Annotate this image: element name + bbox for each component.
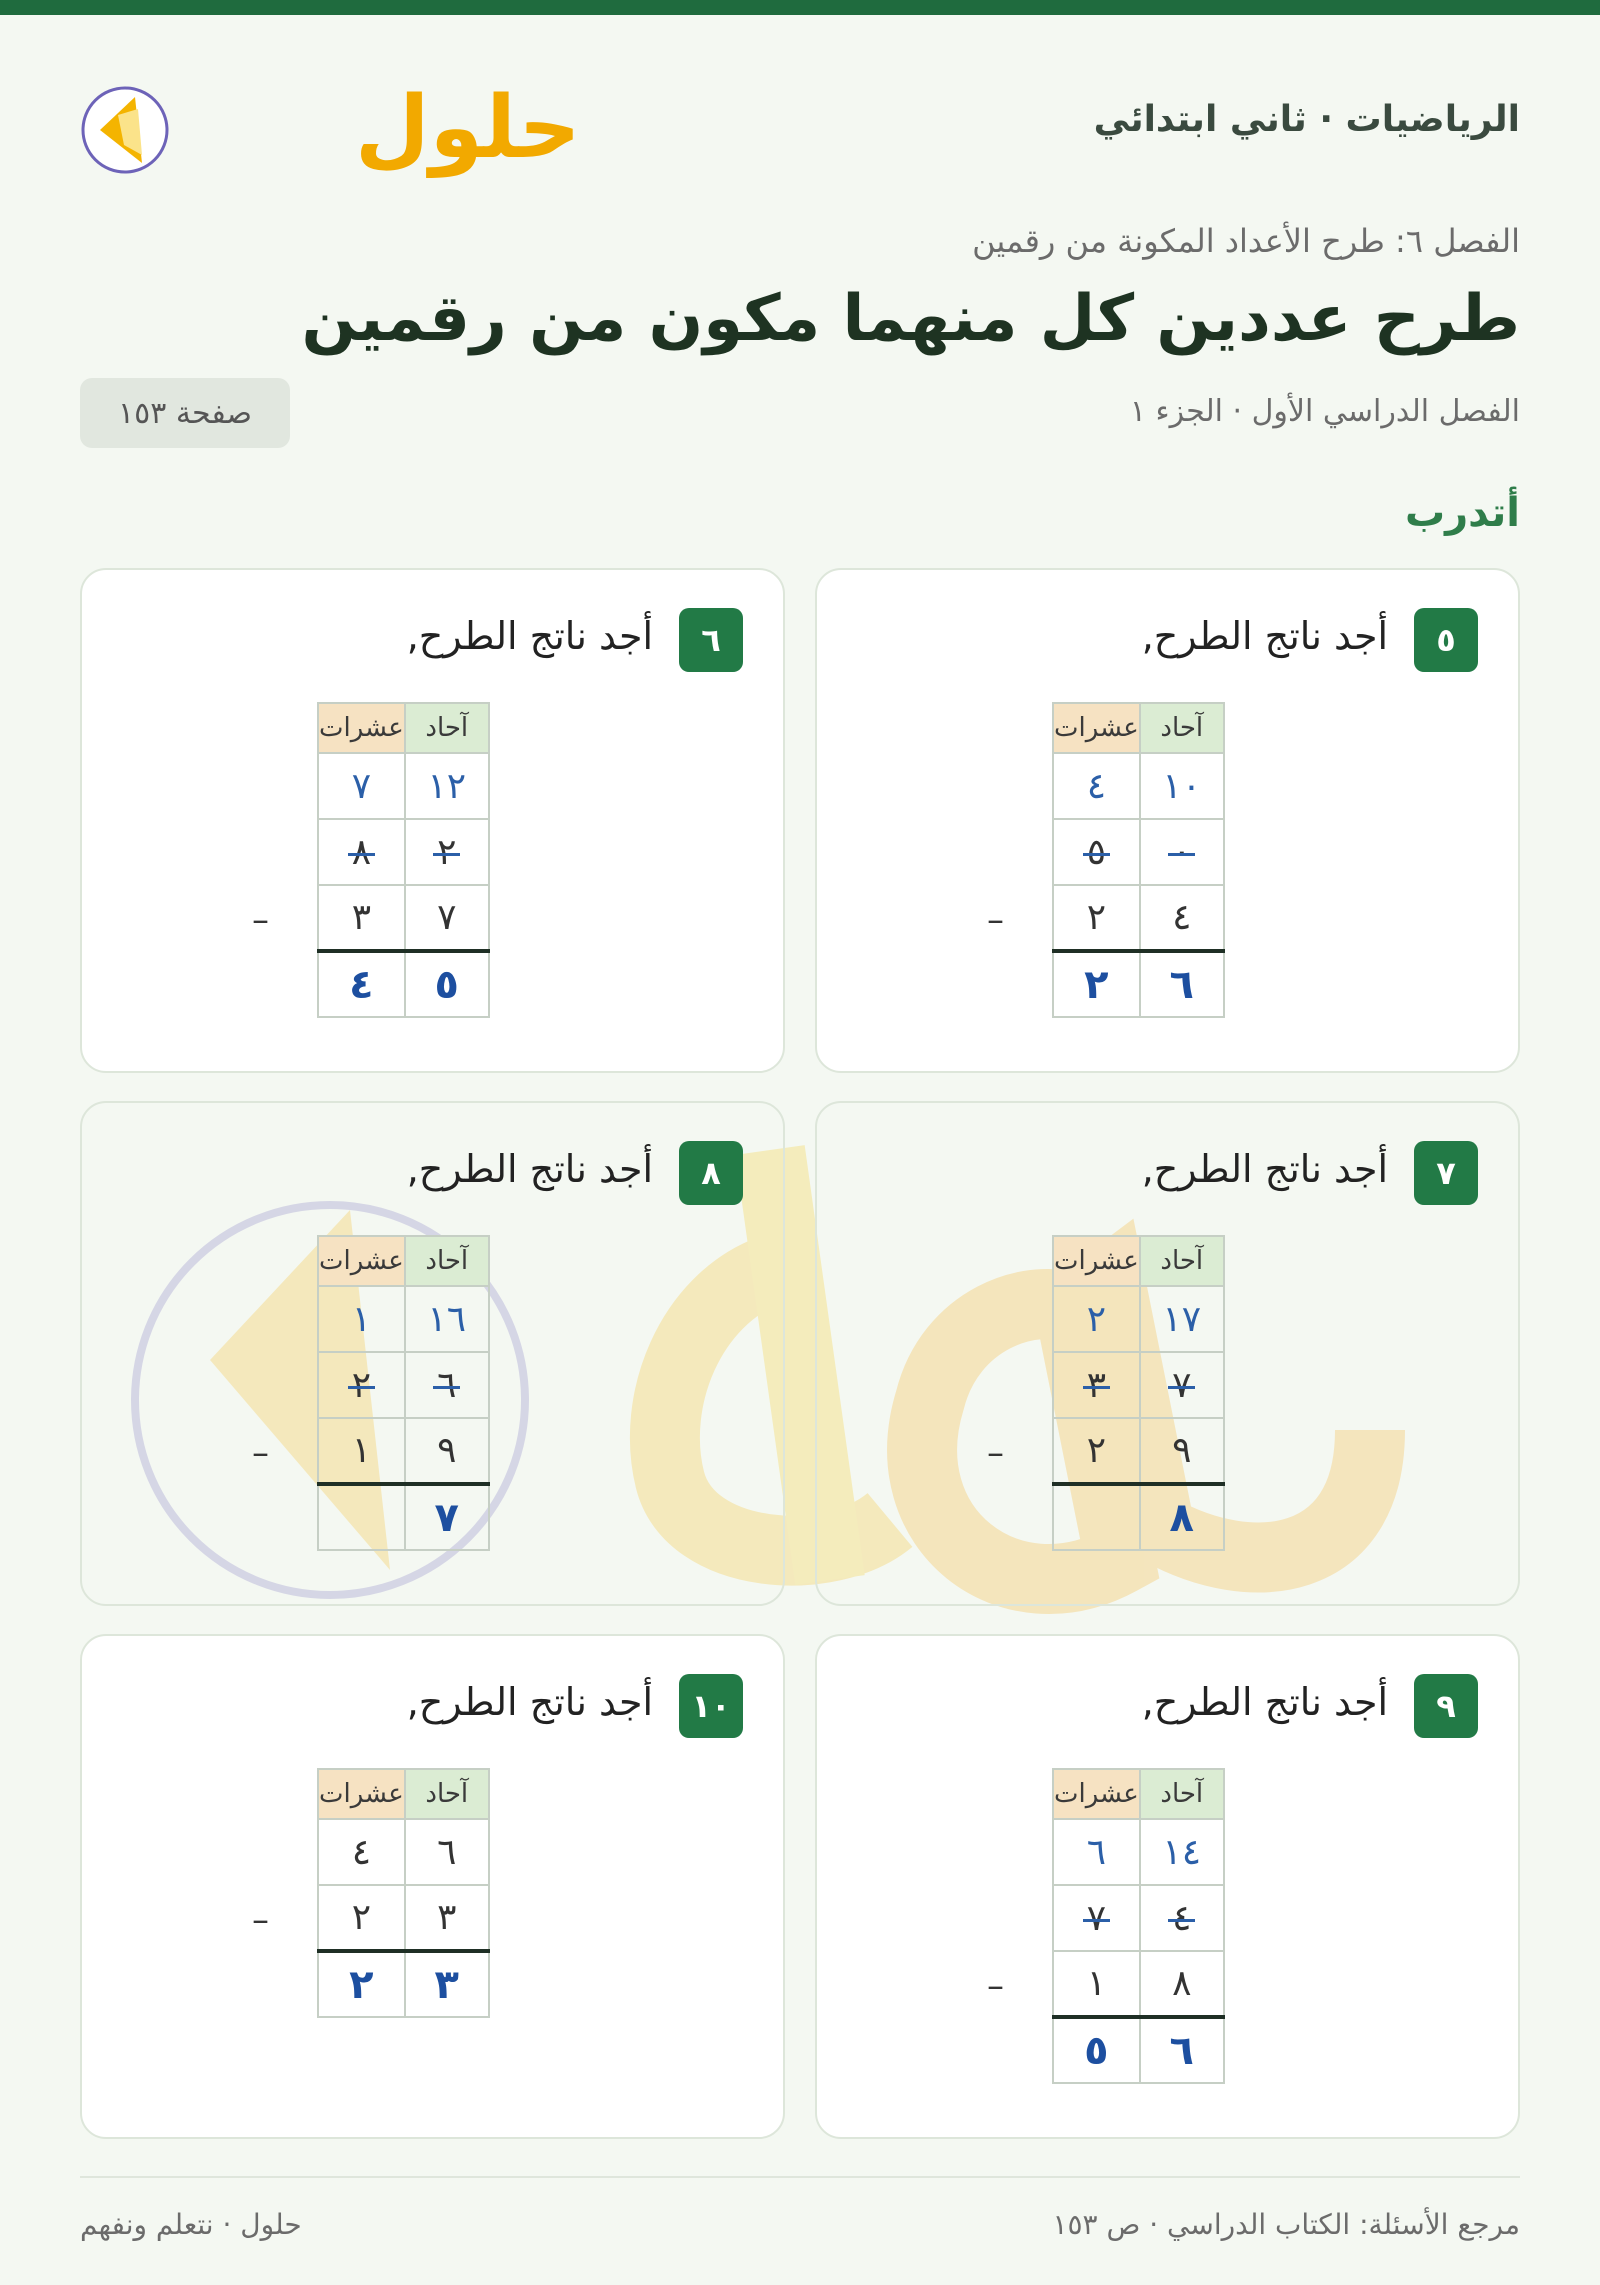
result-ones: ٦ (1140, 951, 1224, 1017)
question-text: أجد ناتج الطرح, (1141, 1147, 1388, 1191)
subtrahend-tens: ١ (318, 1418, 405, 1484)
subtrahend-ones: ٤ (1140, 885, 1224, 951)
ones-header: آحاد (1140, 1236, 1224, 1286)
result-ones: ٨ (1140, 1484, 1224, 1550)
question-card-7 (815, 1101, 1520, 1606)
tens-header: عشرات (1053, 1236, 1140, 1286)
top-accent-bar (0, 0, 1600, 15)
question-number: ١٠ (679, 1674, 743, 1738)
question-text: أجد ناتج الطرح, (406, 614, 653, 658)
subtrahend-tens: ٢ (1053, 1418, 1140, 1484)
minuend-tens: ٥ (1053, 819, 1140, 885)
logo-text (355, 78, 581, 178)
result-tens (1053, 1484, 1140, 1550)
regroup-ones: ١٧ (1140, 1286, 1224, 1352)
result-tens: ٤ (318, 951, 405, 1017)
result-ones: ٥ (405, 951, 489, 1017)
question-card-5 (815, 568, 1520, 1073)
ones-header: آحاد (405, 1769, 489, 1819)
minuend-tens: ٧ (1053, 1885, 1140, 1951)
result-tens: ٢ (1053, 951, 1140, 1017)
subtrahend-ones: ٨ (1140, 1951, 1224, 2017)
question-text: أجد ناتج الطرح, (406, 1680, 653, 1724)
subtrahend-ones: ٣ (405, 1885, 489, 1951)
subtrahend-ones: ٧ (405, 885, 489, 951)
minuend-ones: ٧ (1140, 1352, 1224, 1418)
minuend-ones: ٦ (405, 1352, 489, 1418)
minus-sign: – (252, 1433, 269, 1473)
page-title: طرح عددين كل منهما مكون من رقمين (301, 282, 1520, 356)
ones-header: آحاد (1140, 1769, 1224, 1819)
ones-header: آحاد (1140, 703, 1224, 753)
subtrahend-tens: ٢ (318, 1885, 405, 1951)
result-ones: ٧ (405, 1484, 489, 1550)
result-tens: ٥ (1053, 2017, 1140, 2083)
minus-sign: – (987, 900, 1004, 940)
minuend-ones: ٦ (405, 1819, 489, 1885)
regroup-tens: ٢ (1053, 1286, 1140, 1352)
ones-header: آحاد (405, 703, 489, 753)
question-card-6 (80, 568, 785, 1073)
question-number: ٦ (679, 608, 743, 672)
page-number-badge (80, 378, 290, 448)
regroup-tens: ٦ (1053, 1819, 1140, 1885)
regroup-ones: ١٦ (405, 1286, 489, 1352)
question-number: ٥ (1414, 608, 1478, 672)
minus-sign: – (987, 1433, 1004, 1473)
minus-sign: – (987, 1966, 1004, 2006)
regroup-ones: ١٢ (405, 753, 489, 819)
tens-header: عشرات (1053, 1769, 1140, 1819)
hulul-logo[interactable] (80, 75, 581, 178)
question-card-8 (80, 1101, 785, 1606)
minuend-tens: ٤ (318, 1819, 405, 1885)
regroup-tens: ١ (318, 1286, 405, 1352)
section-heading: أتدرب (1404, 490, 1520, 536)
place-value-table (1052, 1235, 1225, 1551)
place-value-table (317, 1235, 490, 1551)
tens-header: عشرات (318, 1236, 405, 1286)
minuend-ones: ٤ (1140, 1885, 1224, 1951)
footer-reference: مرجع الأسئلة: الكتاب الدراسي · ص ١٥٣ (1052, 2208, 1520, 2241)
page-number: صفحة ١٥٣ (118, 395, 252, 431)
question-number: ٧ (1414, 1141, 1478, 1205)
regroup-tens: ٤ (1053, 753, 1140, 819)
ones-header: آحاد (405, 1236, 489, 1286)
result-ones: ٣ (405, 1951, 489, 2017)
question-card-10 (80, 1634, 785, 2139)
tens-header: عشرات (318, 703, 405, 753)
subtrahend-tens: ٢ (1053, 885, 1140, 951)
place-value-table (317, 1768, 490, 2018)
minus-sign: – (252, 900, 269, 940)
question-text: أجد ناتج الطرح, (1141, 1680, 1388, 1724)
minuend-tens: ٨ (318, 819, 405, 885)
place-value-table (1052, 1768, 1225, 2084)
semester-label: الفصل الدراسي الأول · الجزء ١ (1129, 394, 1520, 429)
minuend-tens: ٢ (318, 1352, 405, 1418)
tens-header: عشرات (318, 1769, 405, 1819)
question-text: أجد ناتج الطرح, (406, 1147, 653, 1191)
result-ones: ٦ (1140, 2017, 1224, 2083)
minuend-tens: ٣ (1053, 1352, 1140, 1418)
place-value-table (1052, 702, 1225, 1018)
footer-divider (80, 2176, 1520, 2178)
regroup-ones: ١٤ (1140, 1819, 1224, 1885)
page-header (80, 75, 1520, 178)
footer-tagline: حلول · نتعلم ونفهم (80, 2208, 302, 2241)
regroup-ones: ١٠ (1140, 753, 1224, 819)
question-text: أجد ناتج الطرح, (1141, 614, 1388, 658)
subject-label: الرياضيات · ثاني ابتدائي (1093, 99, 1520, 140)
subtrahend-tens: ٣ (318, 885, 405, 951)
minus-sign: – (252, 1900, 269, 1940)
place-value-table (317, 702, 490, 1018)
subtrahend-tens: ١ (1053, 1951, 1140, 2017)
question-number: ٩ (1414, 1674, 1478, 1738)
minuend-ones: ٠ (1140, 819, 1224, 885)
subtrahend-ones: ٩ (1140, 1418, 1224, 1484)
question-card-9 (815, 1634, 1520, 2139)
tens-header: عشرات (1053, 703, 1140, 753)
minuend-ones: ٢ (405, 819, 489, 885)
chapter-label: الفصل ٦: طرح الأعداد المكونة من رقمين (972, 222, 1520, 260)
regroup-tens: ٧ (318, 753, 405, 819)
svg-text:حلول: حلول (355, 78, 581, 178)
result-tens: ٢ (318, 1951, 405, 2017)
subtrahend-ones: ٩ (405, 1418, 489, 1484)
result-tens (318, 1484, 405, 1550)
question-number: ٨ (679, 1141, 743, 1205)
